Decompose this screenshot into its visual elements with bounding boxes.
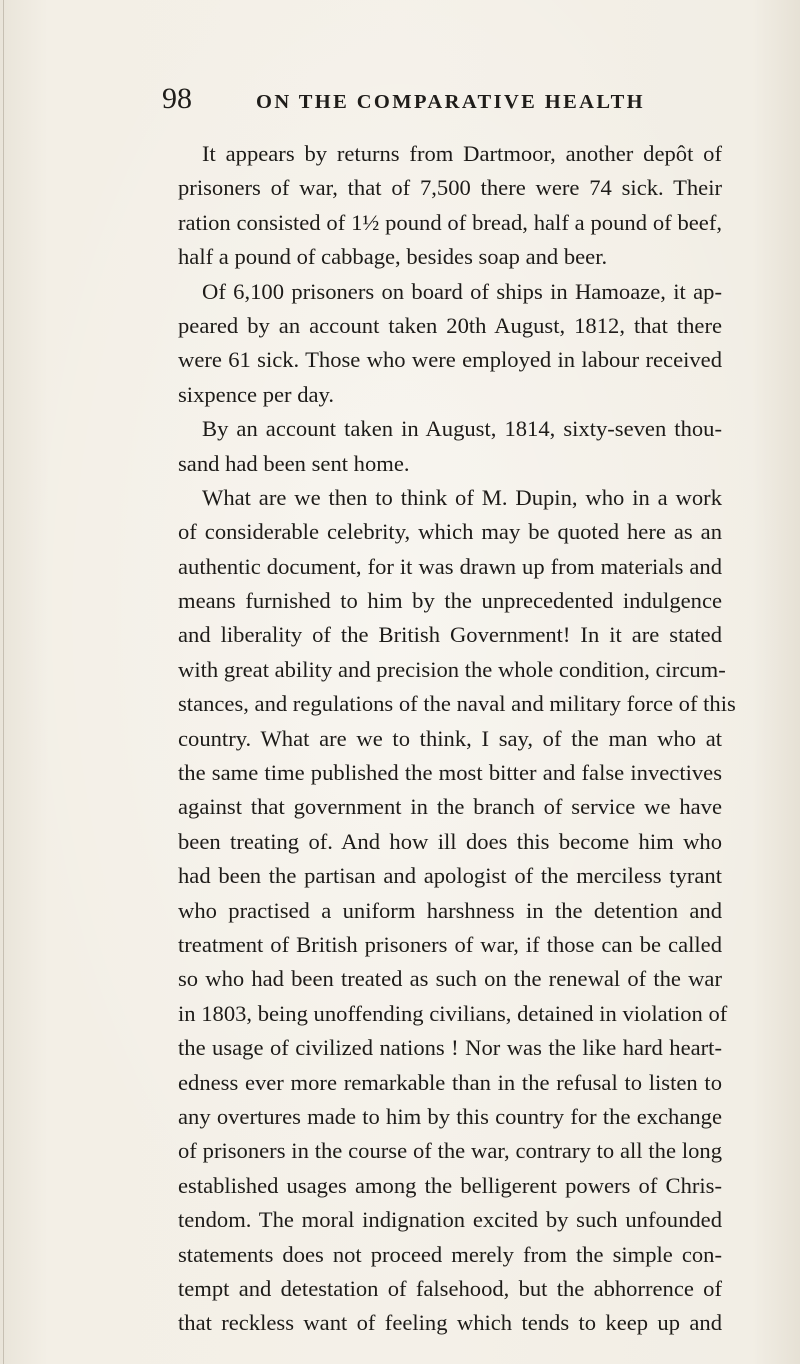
text-line: stances, and regulations of the naval and military force of this [178, 691, 736, 717]
text-line: and liberality of the British Government! In it are stated [178, 622, 722, 648]
text-line: of prisoners in the course of the war, contrary to all the long [178, 1138, 722, 1164]
text-line: of considerable celebrity, which may be quoted here as an [178, 519, 722, 545]
text-line: Of 6,100 prisoners on board of ships in Hamoaze, it ap- [202, 278, 722, 304]
page-header [162, 82, 722, 122]
text-line: who practised a uniform harshness in the detention and [178, 897, 722, 923]
text-line: authentic document, for it was drawn up from materials and [178, 553, 722, 579]
text-line: treatment of British prisoners of war, if those can be called [178, 931, 722, 957]
text-line: statements does not proceed merely from the simple con- [178, 1241, 722, 1267]
text-line: were 61 sick. Those who were employed in labour received [178, 347, 722, 373]
page-number: 98 [162, 82, 192, 115]
text-line: had been the partisan and apologist of the merciless tyrant [178, 863, 722, 889]
text-line: It appears by returns from Dartmoor, another depôt of [202, 141, 722, 166]
text-line: half a pound of cabbage, besides soap and beer. [178, 244, 608, 270]
text-line: By an account taken in August, 1814, sixty-seven thou- [202, 416, 722, 442]
text-line: tendom. The moral indignation excited by such unfounded [178, 1207, 722, 1233]
body-text [178, 137, 736, 1341]
text-line: that reckless want of feeling which tends to keep up and [178, 1310, 722, 1336]
text-line: the same time published the most bitter and false invectives [178, 760, 722, 786]
text-line: country. What are we to think, I say, of the man who at [178, 725, 722, 751]
text-line: means furnished to him by the unprecedented indulgence [178, 588, 722, 614]
page-edge-line [3, 0, 4, 1364]
text-line: sixpence per day. [178, 381, 334, 407]
text-line: tempt and detestation of falsehood, but the abhorrence of [178, 1275, 722, 1301]
text-line: in 1803, being unoffending civilians, detained in violation of [178, 1000, 728, 1026]
running-head: ON THE COMPARATIVE HEALTH [256, 91, 646, 113]
text-line: been treating of. And how ill does this become him who [178, 828, 722, 854]
text-line: What are we then to think of M. Dupin, who in a work [202, 484, 722, 510]
text-line: sand had been sent home. [178, 450, 410, 476]
text-line: against that government in the branch of service we have [178, 794, 722, 820]
text-line: the usage of civilized nations ! Nor was the like hard heart- [178, 1035, 722, 1061]
text-line: with great ability and precision the whole condition, circum- [178, 656, 726, 682]
text-line: established usages among the belligerent powers of Chris- [178, 1172, 722, 1198]
text-line: peared by an account taken 20th August, 1812, that there [178, 312, 722, 338]
text-line: edness ever more remarkable than in the refusal to listen to [178, 1069, 722, 1095]
text-line: any overtures made to him by this country for the exchange [178, 1103, 722, 1129]
text-line: prisoners of war, that of 7,500 there were 74 sick. Their [178, 175, 722, 201]
text-line: ration consisted of 1½ pound of bread, half a pound of beef, [178, 209, 722, 235]
text-line: so who had been treated as such on the renewal of the war [178, 966, 722, 992]
